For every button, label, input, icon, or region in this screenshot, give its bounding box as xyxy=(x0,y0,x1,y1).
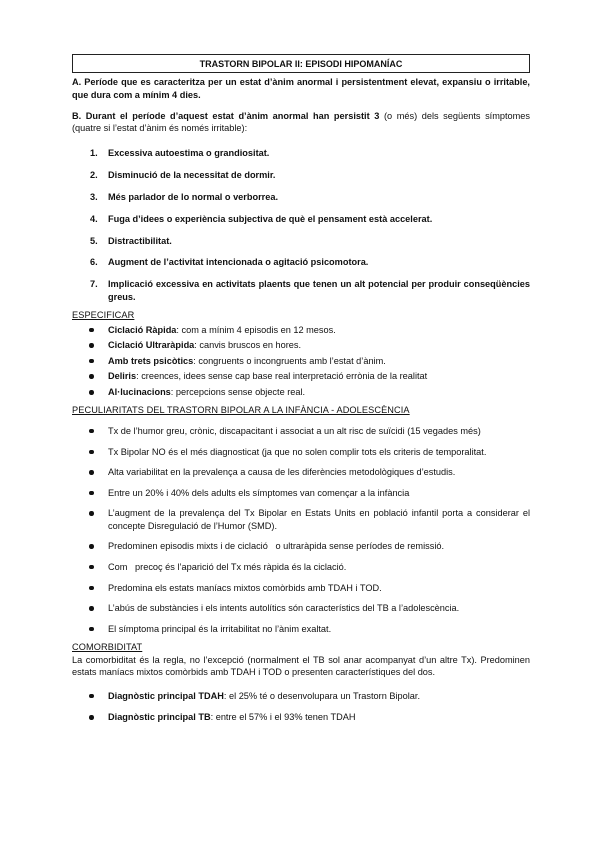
bullet-icon xyxy=(89,470,94,475)
bullet-icon xyxy=(89,491,94,496)
list-item: Tx Bipolar NO és el més diagnosticat (ja que no solen complir tots els criteris de temporalitat. xyxy=(72,446,530,458)
list-item: 2. Disminució de la necessitat de dormir. xyxy=(90,169,276,180)
list-item: Amb trets psicòtics: congruents o incongruents amb l’estat d’ànim. xyxy=(72,355,530,367)
bullet-icon xyxy=(89,450,94,455)
list-item: 3. Més parlador de lo normal o verborrea. xyxy=(90,191,279,202)
bullet-icon xyxy=(89,586,94,591)
bullet-icon xyxy=(89,374,94,379)
list-item: El símptoma principal és la irritabilitat no l’ànim exaltat. xyxy=(72,623,530,635)
bullet-icon xyxy=(89,343,94,348)
criterion-b-lead: B. Durant el període d’aquest estat d’ànim anormal han persistit 3 xyxy=(72,110,380,121)
bullet-icon xyxy=(89,544,94,549)
list-item: 7. Implicació excessiva en activitats plaents que tenen un alt potencial per produir conseqüències greus. xyxy=(90,279,530,302)
list-item: 6. Augment de l’activitat intencionada o agitació psicomotora. xyxy=(90,257,369,268)
list-item: 4. Fuga d’idees o experiència subjectiva de què el pensament està accelerat. xyxy=(90,213,433,224)
bullet-icon xyxy=(89,565,94,570)
list-item: L’abús de substàncies i els intents autolítics són característics del TB a l’adolescència. xyxy=(72,602,530,614)
list-item: Predomina els estats maníacs mixtos comòrbids amb TDAH i TOD. xyxy=(72,582,530,594)
peculiaritats-list xyxy=(72,425,530,635)
bullet-icon xyxy=(89,715,94,720)
especificar-heading: ESPECIFICAR xyxy=(72,310,135,321)
list-item: L’augment de la prevalença del Tx Bipolar en Estats Units en població infantil porta a considerar el concepte Disregulació de l’Humor (SMD). xyxy=(72,507,530,532)
list-item: Tx de l’humor greu, crònic, discapacitant i associat a un alt risc de suïcidi (15 vegades més) xyxy=(72,425,530,437)
bullet-icon xyxy=(89,328,94,333)
document-page xyxy=(72,54,530,733)
list-item: Predominen episodis mixts i de ciclació o ultraràpida sense períodes de remissió. xyxy=(72,540,530,552)
list-item: Entre un 20% i 40% dels adults els símptomes van començar a la infància xyxy=(72,487,530,499)
list-item: Diagnòstic principal TB: entre el 57% i el 93% tenen TDAH xyxy=(72,711,530,723)
bullet-icon xyxy=(89,511,94,516)
list-item: Deliris: creences, idees sense cap base real interpretació errònia de la realitat xyxy=(72,370,530,382)
bullet-icon xyxy=(89,606,94,611)
list-item: Al·lucinacions: percepcions sense objecte real. xyxy=(72,386,530,398)
list-item: Diagnòstic principal TDAH: el 25% té o desenvolupara un Trastorn Bipolar. xyxy=(72,690,530,702)
list-item: Alta variabilitat en la prevalença a causa de les diferències metodològiques d’estudis. xyxy=(72,466,530,478)
criterion-b-rest: (o més) dels següents símptomes (quatre si l’estat d’ànim és només irritable): xyxy=(72,110,530,134)
document-title: TRASTORN BIPOLAR II: EPISODI HIPOMANÍAC xyxy=(72,54,530,73)
bullet-icon xyxy=(89,390,94,395)
bullet-icon xyxy=(89,694,94,699)
list-item: Com precoç és l’aparició del Tx més ràpida és la ciclació. xyxy=(72,561,530,573)
comorbiditat-list xyxy=(72,690,530,724)
criterion-a-text: A. Període que es caracteritza per un estat d’ànim anormal i persistentment elevat, expansiu o irritable, que dura com a mínim 4 dies. xyxy=(72,77,530,100)
list-item: 5. Distractibilitat. xyxy=(90,235,172,246)
symptom-list xyxy=(72,147,530,303)
comorbiditat-heading: COMORBIDITAT xyxy=(72,642,143,653)
criterion-b xyxy=(72,110,530,135)
criterion-a xyxy=(72,76,530,101)
bullet-icon xyxy=(89,429,94,434)
comorbiditat-paragraph: La comorbiditat és la regla, no l’excepció (normalment el TB sol anar acompanyat d’un altre Tx). Predominen estats maníacs mixtos comòrbids amb TDAH i TOD o presenten característiques del dos. xyxy=(72,654,530,678)
list-item: Ciclació Ultraràpida: canvis bruscos en hores. xyxy=(72,339,530,351)
list-item: Ciclació Ràpida: com a mínim 4 episodis en 12 mesos. xyxy=(72,324,530,336)
especificar-list xyxy=(72,324,530,399)
peculiaritats-heading: PECULIARITATS DEL TRASTORN BIPOLAR A LA INFÀNCIA - ADOLESCÈNCIA xyxy=(72,405,410,416)
bullet-icon xyxy=(89,627,94,632)
list-item: 1. Excessiva autoestima o grandiositat. xyxy=(90,147,270,158)
bullet-icon xyxy=(89,359,94,364)
